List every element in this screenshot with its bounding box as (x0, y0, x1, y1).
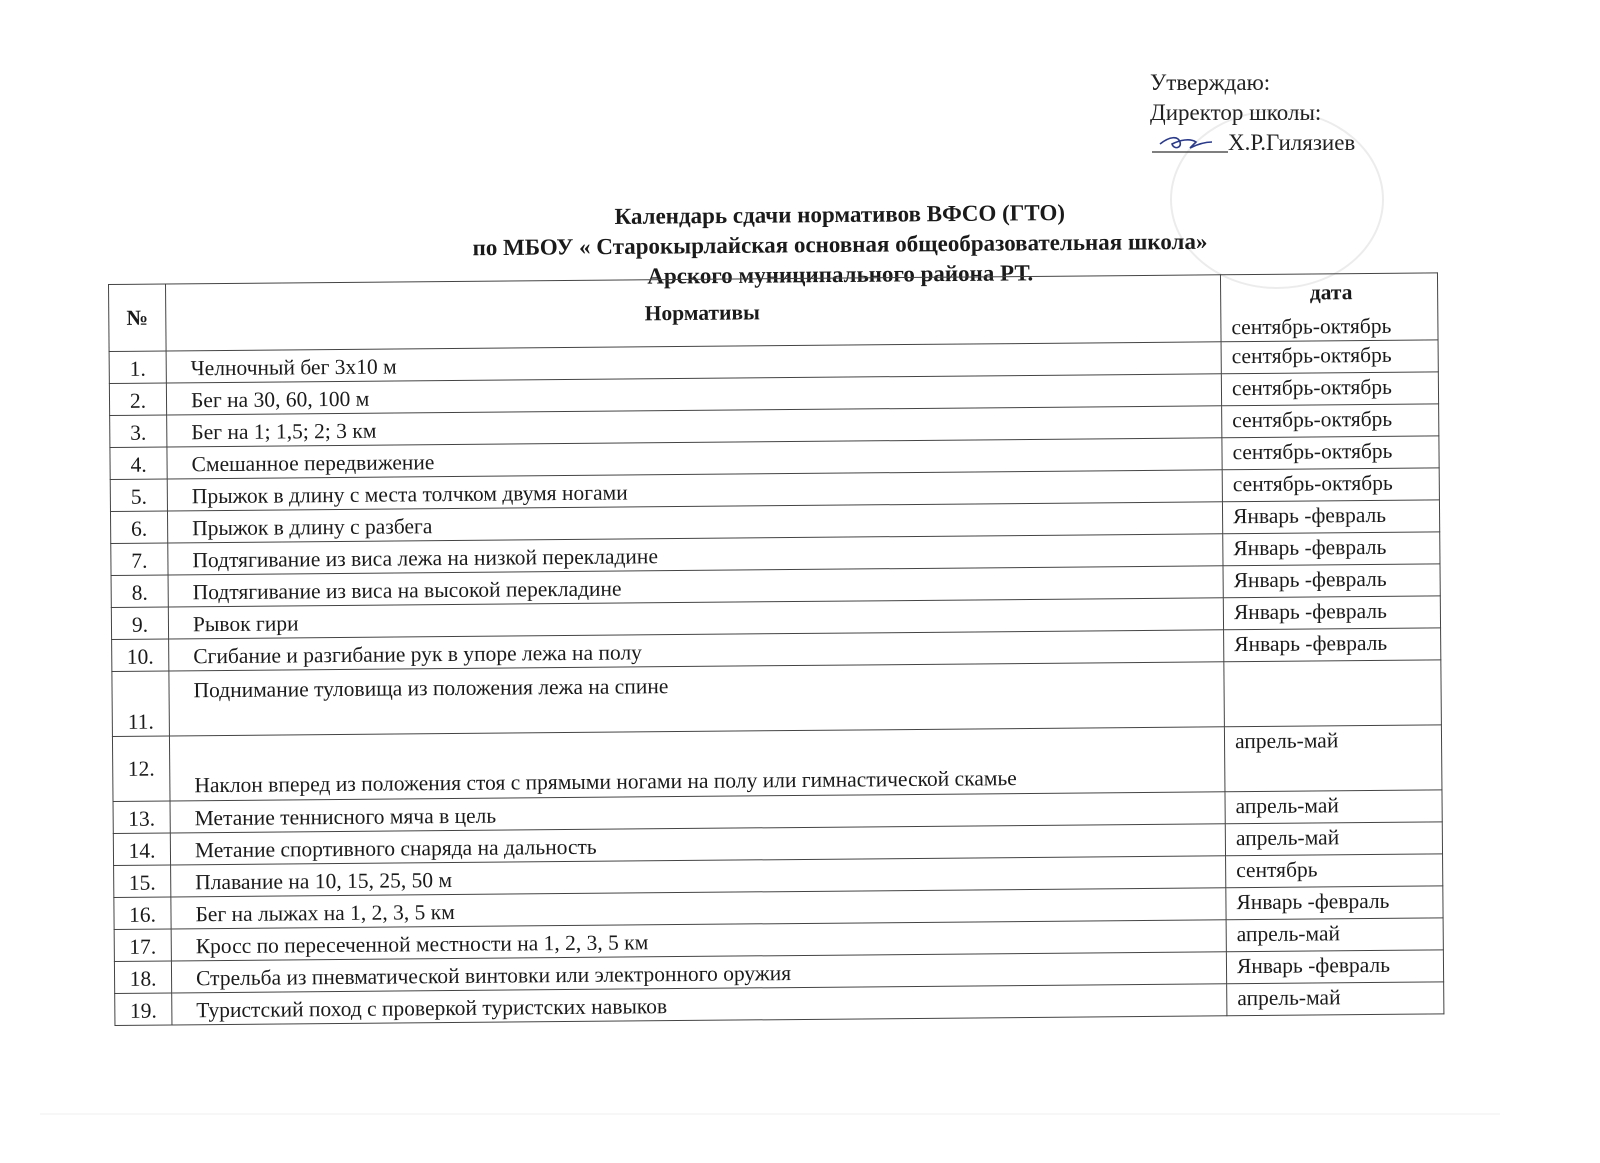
header-date-label: дата (1309, 280, 1353, 305)
row-number: 18. (114, 961, 171, 993)
table-row (112, 660, 1442, 737)
row-norm: Кросс по пересеченной местности на 1, 2, 3, 5 км (171, 920, 1226, 961)
title-line-3: Арского муниципального района РТ. (647, 260, 1034, 289)
row-norm: Бег на 30, 60, 100 м (166, 374, 1221, 415)
row-date: сентябрь-октябрь (1221, 372, 1438, 406)
row-number: 3. (110, 415, 167, 447)
row-date: апрель-май (1225, 822, 1442, 856)
row-number: 9. (111, 607, 168, 639)
header-date (1220, 273, 1438, 342)
row-norm: Метание спортивного снаряда на дальность (170, 824, 1225, 865)
director-label: Директор школы: (1150, 100, 1322, 125)
row-date: Январь -февраль (1223, 532, 1440, 566)
row-date: апрель-май (1224, 725, 1442, 792)
approval-block (1150, 68, 1355, 158)
row-date: Январь -февраль (1223, 564, 1440, 598)
row-date: апрель-май (1225, 790, 1442, 824)
row-norm: Подтягивание из виса лежа на низкой перекладине (168, 534, 1223, 575)
row-number: 13. (113, 801, 170, 833)
row-norm: Стрельба из пневматической винтовки или электронного оружия (171, 952, 1226, 993)
row-number: 15. (114, 865, 171, 897)
row-date: Январь -февраль (1226, 950, 1443, 984)
row-date: Январь -февраль (1224, 628, 1441, 662)
row-number: 12. (112, 736, 170, 801)
title-line-1: Календарь сдачи нормативов ВФСО (ГТО) (614, 200, 1066, 229)
row-number: 6. (110, 511, 167, 543)
row-number: 19. (115, 993, 172, 1025)
row-number: 1. (109, 351, 166, 383)
row-date: апрель-май (1227, 982, 1444, 1016)
row-date: сентябрь-октябрь (1222, 404, 1439, 438)
row-date (1224, 660, 1442, 727)
table-header-row (109, 273, 1439, 352)
row-norm: Метание теннисного мяча в цель (170, 792, 1225, 833)
row-number: 16. (114, 897, 171, 929)
approval-label: Утверждаю: (1150, 70, 1271, 95)
row-date: сентябрь-октябрь (1222, 436, 1439, 470)
signature-icon (1150, 130, 1230, 156)
norms-table (108, 272, 1444, 1026)
row-number: 4. (110, 447, 167, 479)
table-body (109, 340, 1444, 1026)
row-norm: Наклон вперед из положения стоя с прямыми ногами на полу или гимнастической скамье (169, 727, 1225, 801)
row-norm: Смешанное передвижение (167, 438, 1222, 479)
row-norm: Сгибание и разгибание рук в упоре лежа на полу (169, 630, 1224, 671)
signatory-name: Х.Р.Гилязиев (1228, 130, 1356, 155)
row-number: 14. (113, 833, 170, 865)
row-date: сентябрь (1226, 854, 1443, 888)
row-number: 5. (110, 479, 167, 511)
row-date: сентябрь-октябрь (1222, 468, 1439, 502)
row-norm: Прыжок в длину с места толчком двумя ногами (167, 470, 1222, 511)
header-date-extra: сентябрь-октябрь (1231, 313, 1392, 340)
row-number: 10. (112, 639, 169, 671)
row-norm: Бег на 1; 1,5; 2; 3 км (167, 406, 1222, 447)
row-number: 8. (111, 575, 168, 607)
row-norm: Подтягивание из виса на высокой перекладине (168, 566, 1223, 607)
row-date: Январь -февраль (1222, 500, 1439, 534)
row-date: Январь -февраль (1226, 886, 1443, 920)
row-norm: Челночный бег 3х10 м (166, 342, 1221, 383)
row-date: апрель-май (1226, 918, 1443, 952)
row-number: 2. (109, 383, 166, 415)
row-norm: Рывок гири (168, 598, 1223, 639)
header-norms: Нормативы (166, 275, 1222, 351)
row-norm: Плавание на 10, 15, 25, 50 м (171, 856, 1226, 897)
row-date: сентябрь-октябрь (1221, 340, 1438, 374)
row-norm: Бег на лыжах на 1, 2, 3, 5 км (171, 888, 1226, 929)
row-norm: Поднимание туловища из положения лежа на спине (169, 662, 1225, 736)
row-number: 17. (114, 929, 171, 961)
row-norm: Туристский поход с проверкой туристских навыков (172, 984, 1227, 1025)
row-number: 11. (112, 671, 170, 736)
scan-noise (0, 1100, 1600, 1140)
row-number: 7. (111, 543, 168, 575)
table-row (112, 725, 1442, 802)
title-line-2: по МБОУ « Старокырлайская основная общеобразовательная школа» (472, 228, 1208, 261)
row-date: Январь -февраль (1223, 596, 1440, 630)
row-norm: Прыжок в длину с разбега (167, 502, 1222, 543)
norms-table-wrapper (108, 272, 1444, 1026)
header-num: № (109, 284, 167, 351)
signature-line (1150, 128, 1355, 158)
